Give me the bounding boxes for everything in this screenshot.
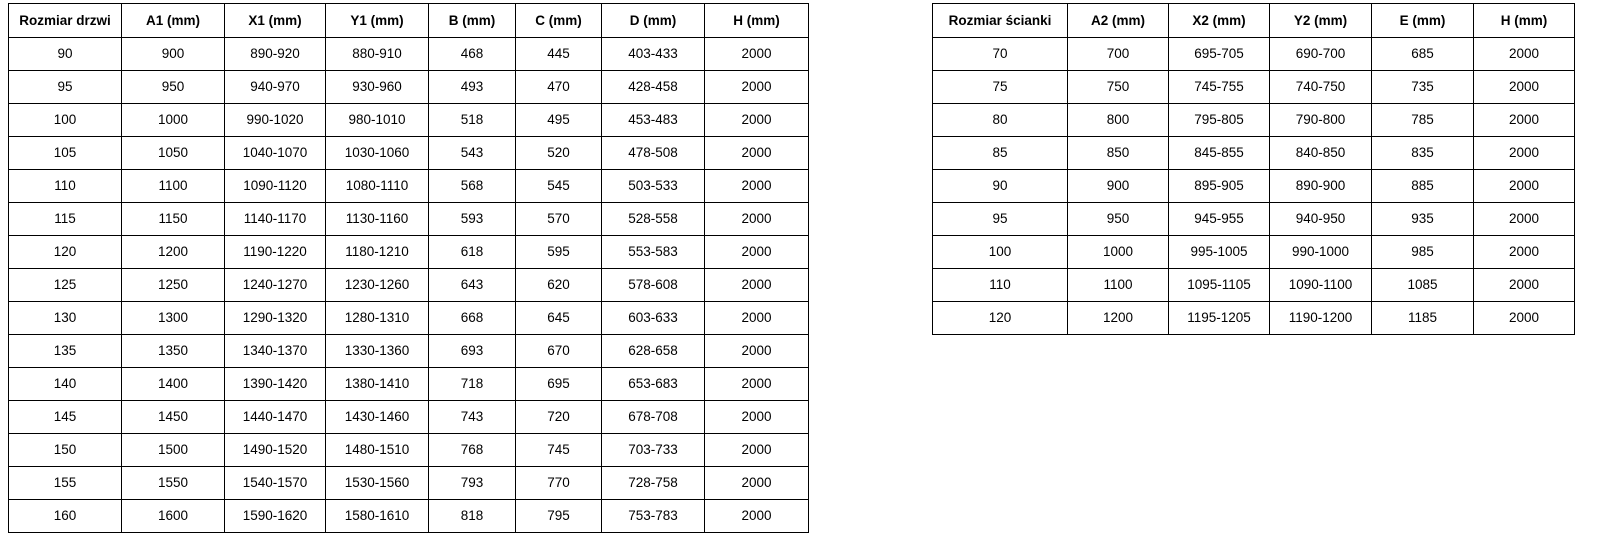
table-row <box>933 236 1575 269</box>
table-cell: 768 <box>429 434 516 467</box>
table-cell: 2000 <box>705 269 809 302</box>
table-row <box>933 137 1575 170</box>
table-cell: 895-905 <box>1169 170 1270 203</box>
table-cell: 90 <box>933 170 1068 203</box>
table-row <box>9 335 809 368</box>
walls-table-header <box>933 4 1575 38</box>
table-cell: 668 <box>429 302 516 335</box>
doors-table-body <box>9 38 809 533</box>
table-row <box>9 401 809 434</box>
table-cell: 125 <box>9 269 122 302</box>
table-cell: 693 <box>429 335 516 368</box>
column-header: X2 (mm) <box>1169 4 1270 38</box>
table-row <box>9 302 809 335</box>
table-cell: 743 <box>429 401 516 434</box>
table-cell: 2000 <box>705 203 809 236</box>
column-header: A1 (mm) <box>122 4 225 38</box>
table-cell: 745-755 <box>1169 71 1270 104</box>
table-cell: 1085 <box>1372 269 1474 302</box>
table-cell: 930-960 <box>326 71 429 104</box>
table-cell: 453-483 <box>602 104 705 137</box>
table-cell: 2000 <box>1474 170 1575 203</box>
table-cell: 1100 <box>122 170 225 203</box>
table-cell: 2000 <box>705 401 809 434</box>
table-cell: 678-708 <box>602 401 705 434</box>
table-cell: 90 <box>9 38 122 71</box>
table-cell: 695-705 <box>1169 38 1270 71</box>
table-cell: 155 <box>9 467 122 500</box>
table-cell: 1500 <box>122 434 225 467</box>
table-cell: 1490-1520 <box>225 434 326 467</box>
table-cell: 2000 <box>705 104 809 137</box>
table-cell: 628-658 <box>602 335 705 368</box>
table-cell: 568 <box>429 170 516 203</box>
table-cell: 2000 <box>1474 236 1575 269</box>
table-cell: 1030-1060 <box>326 137 429 170</box>
table-cell: 120 <box>9 236 122 269</box>
table-cell: 80 <box>933 104 1068 137</box>
table-header-row <box>9 4 809 38</box>
table-row <box>9 500 809 533</box>
table-cell: 1550 <box>122 467 225 500</box>
table-row <box>9 434 809 467</box>
table-cell: 120 <box>933 302 1068 335</box>
table-row <box>9 269 809 302</box>
table-cell: 995-1005 <box>1169 236 1270 269</box>
walls-dimensions-table-container <box>932 3 1575 335</box>
table-cell: 105 <box>9 137 122 170</box>
table-cell: 1090-1100 <box>1270 269 1372 302</box>
table-cell: 1440-1470 <box>225 401 326 434</box>
table-cell: 735 <box>1372 71 1474 104</box>
table-cell: 2000 <box>1474 104 1575 137</box>
table-cell: 800 <box>1068 104 1169 137</box>
table-cell: 1140-1170 <box>225 203 326 236</box>
table-cell: 945-955 <box>1169 203 1270 236</box>
table-cell: 1000 <box>122 104 225 137</box>
column-header: Rozmiar ścianki <box>933 4 1068 38</box>
table-cell: 85 <box>933 137 1068 170</box>
table-row <box>9 236 809 269</box>
table-row <box>9 368 809 401</box>
table-cell: 1240-1270 <box>225 269 326 302</box>
table-cell: 1530-1560 <box>326 467 429 500</box>
table-cell: 1000 <box>1068 236 1169 269</box>
table-cell: 528-558 <box>602 203 705 236</box>
walls-table-body <box>933 38 1575 335</box>
table-cell: 595 <box>516 236 602 269</box>
table-cell: 1230-1260 <box>326 269 429 302</box>
table-cell: 770 <box>516 467 602 500</box>
table-cell: 2000 <box>705 434 809 467</box>
table-row <box>9 137 809 170</box>
table-cell: 1400 <box>122 368 225 401</box>
table-cell: 2000 <box>1474 203 1575 236</box>
table-cell: 990-1020 <box>225 104 326 137</box>
table-cell: 1390-1420 <box>225 368 326 401</box>
table-cell: 645 <box>516 302 602 335</box>
table-cell: 2000 <box>705 236 809 269</box>
table-row <box>933 38 1575 71</box>
table-cell: 2000 <box>705 71 809 104</box>
table-cell: 1430-1460 <box>326 401 429 434</box>
table-cell: 1195-1205 <box>1169 302 1270 335</box>
table-cell: 950 <box>1068 203 1169 236</box>
table-cell: 1350 <box>122 335 225 368</box>
table-cell: 70 <box>933 38 1068 71</box>
table-cell: 618 <box>429 236 516 269</box>
table-cell: 1580-1610 <box>326 500 429 533</box>
table-cell: 2000 <box>705 467 809 500</box>
table-cell: 478-508 <box>602 137 705 170</box>
table-cell: 115 <box>9 203 122 236</box>
column-header: C (mm) <box>516 4 602 38</box>
table-cell: 1180-1210 <box>326 236 429 269</box>
table-cell: 890-920 <box>225 38 326 71</box>
table-cell: 2000 <box>705 38 809 71</box>
table-cell: 520 <box>516 137 602 170</box>
table-cell: 690-700 <box>1270 38 1372 71</box>
table-cell: 935 <box>1372 203 1474 236</box>
table-cell: 980-1010 <box>326 104 429 137</box>
table-cell: 495 <box>516 104 602 137</box>
table-cell: 880-910 <box>326 38 429 71</box>
table-cell: 840-850 <box>1270 137 1372 170</box>
table-cell: 2000 <box>705 170 809 203</box>
table-cell: 643 <box>429 269 516 302</box>
doors-dimensions-table-container <box>8 3 809 533</box>
table-cell: 145 <box>9 401 122 434</box>
table-cell: 543 <box>429 137 516 170</box>
table-cell: 2000 <box>705 335 809 368</box>
table-cell: 1590-1620 <box>225 500 326 533</box>
table-cell: 110 <box>933 269 1068 302</box>
table-cell: 745 <box>516 434 602 467</box>
table-cell: 2000 <box>705 500 809 533</box>
table-cell: 2000 <box>1474 71 1575 104</box>
table-cell: 785 <box>1372 104 1474 137</box>
table-cell: 1050 <box>122 137 225 170</box>
table-cell: 1150 <box>122 203 225 236</box>
table-cell: 445 <box>516 38 602 71</box>
table-cell: 1200 <box>122 236 225 269</box>
table-cell: 703-733 <box>602 434 705 467</box>
table-cell: 100 <box>933 236 1068 269</box>
column-header: B (mm) <box>429 4 516 38</box>
table-header-row <box>933 4 1575 38</box>
column-header: X1 (mm) <box>225 4 326 38</box>
table-cell: 100 <box>9 104 122 137</box>
table-cell: 900 <box>1068 170 1169 203</box>
column-header: H (mm) <box>705 4 809 38</box>
table-cell: 578-608 <box>602 269 705 302</box>
table-cell: 1480-1510 <box>326 434 429 467</box>
table-cell: 150 <box>9 434 122 467</box>
table-cell: 790-800 <box>1270 104 1372 137</box>
table-cell: 2000 <box>705 368 809 401</box>
table-cell: 1340-1370 <box>225 335 326 368</box>
table-row <box>933 269 1575 302</box>
table-row <box>9 71 809 104</box>
table-cell: 553-583 <box>602 236 705 269</box>
table-cell: 950 <box>122 71 225 104</box>
table-cell: 890-900 <box>1270 170 1372 203</box>
table-cell: 2000 <box>1474 137 1575 170</box>
column-header: Y1 (mm) <box>326 4 429 38</box>
column-header: Y2 (mm) <box>1270 4 1372 38</box>
table-cell: 428-458 <box>602 71 705 104</box>
table-cell: 718 <box>429 368 516 401</box>
table-row <box>9 203 809 236</box>
table-cell: 1100 <box>1068 269 1169 302</box>
table-cell: 653-683 <box>602 368 705 401</box>
doors-table-header <box>9 4 809 38</box>
table-cell: 940-950 <box>1270 203 1372 236</box>
table-cell: 468 <box>429 38 516 71</box>
table-cell: 1190-1220 <box>225 236 326 269</box>
table-cell: 845-855 <box>1169 137 1270 170</box>
table-row <box>9 104 809 137</box>
table-cell: 2000 <box>1474 38 1575 71</box>
table-cell: 2000 <box>1474 269 1575 302</box>
table-cell: 1380-1410 <box>326 368 429 401</box>
table-cell: 740-750 <box>1270 71 1372 104</box>
table-cell: 1280-1310 <box>326 302 429 335</box>
table-cell: 2000 <box>705 302 809 335</box>
table-cell: 503-533 <box>602 170 705 203</box>
table-cell: 1250 <box>122 269 225 302</box>
table-cell: 160 <box>9 500 122 533</box>
table-cell: 818 <box>429 500 516 533</box>
table-cell: 620 <box>516 269 602 302</box>
table-cell: 403-433 <box>602 38 705 71</box>
table-cell: 1290-1320 <box>225 302 326 335</box>
table-cell: 1540-1570 <box>225 467 326 500</box>
table-cell: 1300 <box>122 302 225 335</box>
table-row <box>9 38 809 71</box>
table-cell: 493 <box>429 71 516 104</box>
table-cell: 1190-1200 <box>1270 302 1372 335</box>
table-cell: 850 <box>1068 137 1169 170</box>
table-cell: 545 <box>516 170 602 203</box>
table-cell: 795 <box>516 500 602 533</box>
table-cell: 1330-1360 <box>326 335 429 368</box>
table-cell: 2000 <box>705 137 809 170</box>
table-cell: 135 <box>9 335 122 368</box>
column-header: A2 (mm) <box>1068 4 1169 38</box>
table-cell: 1450 <box>122 401 225 434</box>
table-cell: 700 <box>1068 38 1169 71</box>
table-cell: 720 <box>516 401 602 434</box>
table-cell: 95 <box>933 203 1068 236</box>
table-cell: 728-758 <box>602 467 705 500</box>
table-row <box>933 203 1575 236</box>
table-row <box>933 170 1575 203</box>
table-row <box>933 104 1575 137</box>
table-cell: 470 <box>516 71 602 104</box>
table-cell: 835 <box>1372 137 1474 170</box>
table-cell: 940-970 <box>225 71 326 104</box>
table-cell: 793 <box>429 467 516 500</box>
column-header: E (mm) <box>1372 4 1474 38</box>
doors-dimensions-table <box>8 3 809 533</box>
table-cell: 570 <box>516 203 602 236</box>
table-cell: 130 <box>9 302 122 335</box>
table-cell: 1130-1160 <box>326 203 429 236</box>
table-row <box>933 302 1575 335</box>
table-cell: 695 <box>516 368 602 401</box>
table-cell: 900 <box>122 38 225 71</box>
table-cell: 985 <box>1372 236 1474 269</box>
table-cell: 885 <box>1372 170 1474 203</box>
table-cell: 603-633 <box>602 302 705 335</box>
table-cell: 670 <box>516 335 602 368</box>
table-row <box>933 71 1575 104</box>
table-cell: 95 <box>9 71 122 104</box>
column-header: Rozmiar drzwi <box>9 4 122 38</box>
column-header: H (mm) <box>1474 4 1575 38</box>
table-cell: 140 <box>9 368 122 401</box>
table-cell: 753-783 <box>602 500 705 533</box>
table-cell: 795-805 <box>1169 104 1270 137</box>
table-row <box>9 170 809 203</box>
table-cell: 1600 <box>122 500 225 533</box>
table-cell: 750 <box>1068 71 1169 104</box>
table-cell: 1200 <box>1068 302 1169 335</box>
table-cell: 1090-1120 <box>225 170 326 203</box>
walls-dimensions-table <box>932 3 1575 335</box>
table-cell: 518 <box>429 104 516 137</box>
table-cell: 75 <box>933 71 1068 104</box>
table-cell: 990-1000 <box>1270 236 1372 269</box>
table-cell: 685 <box>1372 38 1474 71</box>
table-row <box>9 467 809 500</box>
table-cell: 110 <box>9 170 122 203</box>
table-cell: 1185 <box>1372 302 1474 335</box>
table-cell: 1080-1110 <box>326 170 429 203</box>
table-cell: 593 <box>429 203 516 236</box>
table-cell: 1095-1105 <box>1169 269 1270 302</box>
table-cell: 1040-1070 <box>225 137 326 170</box>
column-header: D (mm) <box>602 4 705 38</box>
table-cell: 2000 <box>1474 302 1575 335</box>
